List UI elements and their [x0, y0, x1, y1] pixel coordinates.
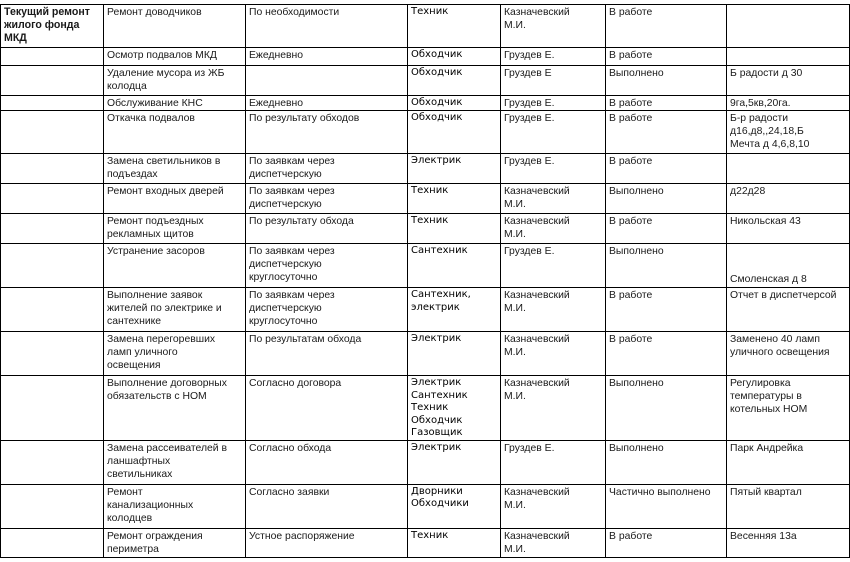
person-text: Груздев Е.: [504, 246, 555, 257]
note-cell: [727, 48, 850, 66]
status-cell: [606, 48, 727, 66]
section-cell: [1, 154, 104, 184]
section-cell: [1, 332, 104, 376]
period-cell: [246, 154, 408, 184]
task-text: Замена перегоревших: [107, 334, 216, 345]
task-text: Ремонт входных дверей: [107, 186, 224, 197]
worker-text: Обходчик: [411, 97, 463, 108]
task-text: Выполнение договорных: [107, 378, 227, 389]
period-text: По заявкам через: [249, 156, 335, 167]
note-cell: [727, 214, 850, 244]
period-cell: [246, 528, 408, 557]
section-title: [1, 5, 104, 48]
task-text: Устранение засоров: [107, 246, 205, 257]
status-cell: [606, 184, 727, 214]
person-text: Казначевский: [504, 7, 570, 18]
period-cell: [246, 5, 408, 48]
task-text: Ремонт доводчиков: [107, 7, 202, 18]
status-text: Выполнено: [609, 442, 664, 454]
worker-text: Обходчик: [411, 112, 463, 123]
note-text: Б радости д 30: [730, 68, 803, 79]
table-row: [1, 484, 850, 528]
person-text: М.И.: [504, 347, 526, 358]
period-text: Ежедневно: [249, 98, 304, 109]
period-text: По необходимости: [249, 7, 340, 18]
worker-text: электрик: [411, 301, 460, 313]
note-text: д16,д8,,24,18,Б: [730, 126, 804, 137]
task-text: канализационных: [107, 499, 194, 511]
table-row: [1, 154, 850, 184]
task-text: периметра: [107, 543, 159, 555]
note-cell: [727, 528, 850, 557]
task-text: ланшафтных: [107, 455, 171, 467]
task-text: колодца: [107, 81, 147, 92]
note-text: 9га,5кв,20га.: [730, 98, 791, 109]
task-text: рекламных щитов: [107, 229, 194, 240]
task-text: Выполнение заявок: [107, 290, 203, 301]
person-text: М.И.: [504, 499, 526, 511]
person-text: Казначевский: [504, 530, 570, 542]
section-cell: [1, 288, 104, 332]
task-cell: [104, 111, 246, 154]
period-text: Согласно заявки: [249, 486, 330, 498]
worker-text: Электрик: [411, 333, 462, 344]
person-cell: [501, 288, 606, 332]
section-cell: [1, 48, 104, 66]
task-text: Удаление мусора из ЖБ: [107, 68, 225, 79]
worker-cell: [408, 440, 501, 484]
table-row: [1, 288, 850, 332]
status-text: В работе: [609, 113, 653, 124]
task-text: светильниках: [107, 468, 173, 480]
worker-text: Обходчики: [411, 498, 469, 509]
task-text: жителей по электрике и: [107, 303, 222, 314]
note-text: Парк Андрейка: [730, 442, 804, 454]
note-text: температуры в: [730, 391, 802, 402]
section-cell: [1, 184, 104, 214]
worker-cell: [408, 66, 501, 96]
worker-text: Сантехник: [411, 245, 468, 256]
period-cell: [246, 376, 408, 441]
status-cell: [606, 288, 727, 332]
person-cell: [501, 332, 606, 376]
table-row: [1, 440, 850, 484]
person-text: М.И.: [504, 303, 526, 314]
period-text: По заявкам через: [249, 246, 335, 257]
period-cell: [246, 111, 408, 154]
worker-text: Дворники: [411, 485, 463, 497]
note-text: Заменено 40 ламп: [730, 334, 820, 345]
person-cell: [501, 184, 606, 214]
status-cell: [606, 440, 727, 484]
period-cell: [246, 48, 408, 66]
task-cell: [104, 5, 246, 48]
person-cell: [501, 528, 606, 557]
note-cell: [727, 288, 850, 332]
worker-text: Техник: [411, 215, 449, 226]
section-cell: [1, 528, 104, 557]
person-text: Казначевский: [504, 378, 570, 389]
task-text: Замена рассеивателей в: [107, 442, 227, 454]
period-cell: [246, 484, 408, 528]
person-cell: [501, 66, 606, 96]
status-text: Выполнено: [609, 186, 664, 197]
worker-text: Обходчик: [411, 414, 463, 426]
period-cell: [246, 184, 408, 214]
person-text: М.И.: [504, 543, 526, 555]
status-cell: [606, 111, 727, 154]
section-cell: [1, 111, 104, 154]
table-row: [1, 528, 850, 557]
task-cell: [104, 376, 246, 441]
period-text: По заявкам через: [249, 186, 335, 197]
task-cell: [104, 48, 246, 66]
period-cell: [246, 214, 408, 244]
status-text: В работе: [609, 98, 653, 109]
status-cell: [606, 66, 727, 96]
note-text: Регулировка: [730, 378, 791, 389]
worker-text: Техник: [411, 402, 449, 413]
period-text: диспетчерскую: [249, 259, 322, 270]
person-text: М.И.: [504, 229, 526, 240]
note-cell: [727, 244, 850, 288]
person-text: Груздев Е.: [504, 442, 555, 454]
worker-cell: [408, 288, 501, 332]
note-cell: [727, 440, 850, 484]
status-text: В работе: [609, 156, 653, 167]
section-title-line: жилого фонда: [4, 19, 80, 32]
task-text: Ремонт ограждения: [107, 530, 203, 542]
note-cell: [727, 111, 850, 154]
worker-text: Электрик: [411, 441, 462, 453]
period-cell: [246, 96, 408, 111]
status-text: Выполнено: [609, 68, 664, 79]
period-cell: [246, 66, 408, 96]
period-cell: [246, 332, 408, 376]
table-row: [1, 48, 850, 66]
worker-text: Сантехник,: [411, 289, 471, 300]
person-cell: [501, 96, 606, 111]
person-cell: [501, 484, 606, 528]
note-cell: [727, 5, 850, 48]
note-text: Пятый квартал: [730, 486, 802, 498]
worker-cell: [408, 528, 501, 557]
person-text: Груздев Е.: [504, 98, 555, 109]
worker-text: Техник: [411, 6, 449, 17]
note-text: Б-р радости: [730, 113, 789, 124]
section-cell: [1, 376, 104, 441]
worker-text: Электрик: [411, 377, 462, 388]
period-text: Ежедневно: [249, 50, 304, 61]
status-text: Выполнено: [609, 378, 664, 389]
worker-cell: [408, 5, 501, 48]
status-cell: [606, 332, 727, 376]
worker-text: Газовщик: [411, 427, 463, 438]
status-text: В работе: [609, 7, 653, 18]
section-title-line: МКД: [4, 32, 27, 45]
task-text: Осмотр подвалов МКД: [107, 50, 217, 61]
section-cell: [1, 96, 104, 111]
task-text: освещения: [107, 360, 161, 371]
task-cell: [104, 440, 246, 484]
person-text: Груздев Е: [504, 68, 552, 79]
worker-text: Обходчик: [411, 49, 463, 60]
note-cell: [727, 376, 850, 441]
task-cell: [104, 154, 246, 184]
task-text: колодцев: [107, 512, 153, 524]
person-cell: [501, 5, 606, 48]
worker-cell: [408, 111, 501, 154]
task-text: подъездах: [107, 169, 158, 180]
person-text: Казначевский: [504, 486, 570, 498]
task-cell: [104, 484, 246, 528]
note-cell: [727, 66, 850, 96]
person-text: Казначевский: [504, 216, 570, 227]
status-text: В работе: [609, 216, 653, 227]
status-cell: [606, 5, 727, 48]
person-cell: [501, 214, 606, 244]
period-text: круглосуточно: [249, 316, 318, 327]
person-text: Казначевский: [504, 334, 570, 345]
task-cell: [104, 66, 246, 96]
table-row: [1, 5, 850, 48]
task-cell: [104, 184, 246, 214]
table-body: [1, 5, 850, 558]
period-cell: [246, 244, 408, 288]
task-text: ламп уличного: [107, 347, 178, 358]
person-text: Груздев Е.: [504, 50, 555, 61]
table-row: [1, 184, 850, 214]
status-cell: [606, 244, 727, 288]
section-cell: [1, 484, 104, 528]
status-cell: [606, 96, 727, 111]
status-cell: [606, 376, 727, 441]
person-cell: [501, 440, 606, 484]
worker-text: Электрик: [411, 155, 462, 166]
section-cell: [1, 244, 104, 288]
worker-cell: [408, 154, 501, 184]
status-text: В работе: [609, 530, 653, 542]
note-cell: [727, 154, 850, 184]
note-text: д22д28: [730, 186, 766, 197]
section-cell: [1, 440, 104, 484]
period-text: круглосуточно: [249, 272, 318, 283]
person-cell: [501, 48, 606, 66]
note-text: Весенняя 13а: [730, 530, 797, 542]
worker-cell: [408, 376, 501, 441]
period-cell: [246, 288, 408, 332]
note-text: Никольская 43: [730, 216, 801, 227]
person-text: Груздев Е.: [504, 113, 555, 124]
person-text: Груздев Е.: [504, 156, 555, 167]
person-cell: [501, 244, 606, 288]
period-text: Согласно обхода: [249, 442, 332, 454]
status-text: В работе: [609, 334, 653, 345]
period-text: Согласно договора: [249, 378, 342, 389]
task-text: Ремонт подъездных: [107, 216, 204, 227]
task-cell: [104, 214, 246, 244]
task-text: сантехнике: [107, 316, 162, 327]
worker-text: Техник: [411, 529, 449, 541]
work-table: [0, 4, 850, 558]
task-cell: [104, 332, 246, 376]
period-text: диспетчерскую: [249, 169, 322, 180]
person-text: М.И.: [504, 391, 526, 402]
worker-cell: [408, 484, 501, 528]
note-text: Мечта д 4,6,8,10: [730, 139, 810, 150]
person-cell: [501, 111, 606, 154]
status-text: В работе: [609, 50, 653, 61]
period-text: По заявкам через: [249, 290, 335, 301]
status-cell: [606, 154, 727, 184]
task-cell: [104, 288, 246, 332]
note-cell: [727, 484, 850, 528]
period-text: диспетчерскую: [249, 303, 322, 314]
table-row: [1, 111, 850, 154]
table-row: [1, 66, 850, 96]
task-cell: [104, 96, 246, 111]
note-cell: [727, 332, 850, 376]
section-cell: [1, 214, 104, 244]
task-text: обязательств с НОМ: [107, 391, 207, 402]
worker-cell: [408, 184, 501, 214]
note-text: котельных НОМ: [730, 404, 808, 415]
note-cell: [727, 96, 850, 111]
worker-text: Техник: [411, 185, 449, 196]
status-cell: [606, 214, 727, 244]
worker-text: Сантехник: [411, 389, 468, 401]
worker-cell: [408, 214, 501, 244]
note-cell: [727, 184, 850, 214]
worker-text: Обходчик: [411, 67, 463, 78]
task-text: Замена светильников в: [107, 156, 221, 167]
section-title-line: Текущий ремонт: [4, 6, 90, 18]
note-text: Смоленская д 8: [730, 274, 807, 285]
period-text: диспетчерскую: [249, 199, 322, 210]
status-cell: [606, 484, 727, 528]
note-text: уличного освещения: [730, 347, 830, 358]
period-cell: [246, 440, 408, 484]
section-cell: [1, 66, 104, 96]
table-row: [1, 244, 850, 288]
task-text: Ремонт: [107, 486, 143, 498]
period-text: Устное распоряжение: [249, 530, 355, 542]
note-text: Отчет в диспетчерсой: [730, 290, 837, 301]
table-row: [1, 332, 850, 376]
worker-cell: [408, 48, 501, 66]
task-cell: [104, 528, 246, 557]
task-cell: [104, 244, 246, 288]
status-cell: [606, 528, 727, 557]
person-text: Казначевский: [504, 290, 570, 301]
status-text: В работе: [609, 290, 653, 301]
person-cell: [501, 154, 606, 184]
period-text: По результату обхода: [249, 216, 354, 227]
person-text: М.И.: [504, 199, 526, 210]
table-row: [1, 214, 850, 244]
person-text: М.И.: [504, 20, 526, 31]
task-text: Откачка подвалов: [107, 113, 195, 124]
worker-cell: [408, 332, 501, 376]
status-text: Выполнено: [609, 246, 664, 257]
period-text: По результатам обхода: [249, 334, 362, 345]
table-row: [1, 376, 850, 441]
person-text: Казначевский: [504, 186, 570, 197]
worker-cell: [408, 96, 501, 111]
worker-cell: [408, 244, 501, 288]
period-text: По результату обходов: [249, 113, 360, 124]
task-text: Обслуживание КНС: [107, 98, 203, 109]
table-row: [1, 96, 850, 111]
status-text: Частично выполнено: [609, 486, 711, 498]
person-cell: [501, 376, 606, 441]
